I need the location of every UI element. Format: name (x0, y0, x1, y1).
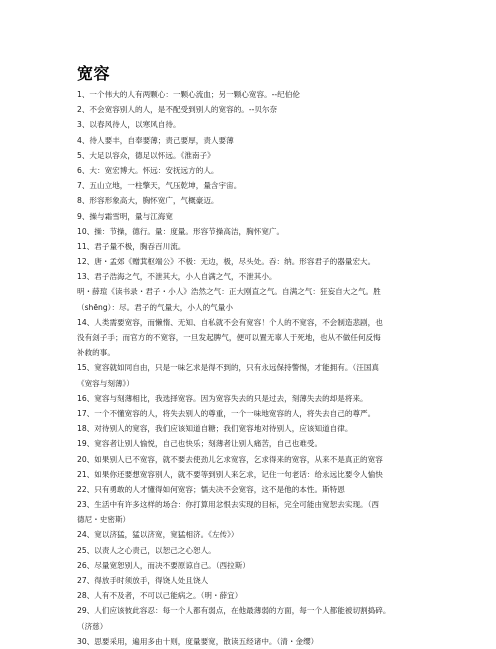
text-line: 7、五山立地，一柱擎天，气压乾坤，量含宇宙。 (77, 181, 242, 191)
text-line: 11、君子量不极，胸吞百川流。 (77, 241, 186, 251)
text-line: 明・薛瑄《读书录・君子・小人》浩然之气：正大刚直之气。自满之气：狂妄自大之气。胜 (77, 287, 381, 297)
text-line: （shēng）：尽。君子的气量大，小人的气量小 (77, 302, 233, 312)
text-line: 14、人类需要宽容，而懒惰、无知、自私就不会有宽容！个人的不宽容，不会制造悲剧，也 (77, 317, 383, 327)
text-line: 20、如果别人已不宽容，就不要去使劲儿乞求宽容，乞求得来的宽容，从来不是真正的宽容 (77, 454, 383, 464)
text-line: 18、对待别人的宽容，我们应该知道自糖；我们宽容地对待别人，应该知道自律。 (77, 424, 353, 434)
text-line: 19、宽容者让别人愉悦，自己也快乐；刻薄者让别人痛苦，自己也难受。 (77, 439, 323, 449)
text-line: 3、以春风待人，以寒风自待。 (77, 120, 181, 130)
text-line: 26、尽量宽恕别人，而决不要原谅自己。（西拉斯） (77, 560, 250, 570)
document-title: 宽容 (77, 64, 111, 83)
text-line: 23、生活中有许多这样的场合：你打算用忿恨去实现的目标，完全可能由宽恕去实现。（西 (77, 500, 380, 510)
text-line: 17、一个不懂宽容的人，将失去别人的尊重，一个一味地宽容的人，将失去自己的尊严。 (77, 408, 376, 418)
text-line: 13、君子浩海之气，不泄其大，小人自满之气，不泄其小。 (77, 272, 277, 282)
text-line: 22、只有勇敢的人才懂得如何宽容；懦夫决不会宽容，这不是他的本性。斯特恩 (77, 484, 345, 494)
text-line: 5、大足以容众，德足以怀远。《淮南子》 (77, 150, 215, 160)
document-body (77, 87, 429, 649)
text-line: 10、操：节操，德行。量：度量。形容节操高洁，胸怀宽广。 (77, 226, 285, 236)
text-line: 27、得放手时须放手，得饶人处且饶人 (77, 576, 209, 585)
text-line: （济慈） (77, 621, 108, 631)
text-line: 德尼・史密斯） (77, 515, 131, 525)
text-line: 29、人们应该彼此容忍：每一个人都有弱点，在他最薄弱的方面，每一个人都能被切割捣碎。 (77, 606, 391, 616)
text-line: 28、人有不及者，不可以己能病之。（明・薛宜） (77, 591, 243, 601)
text-line: 24、宽以济猛，猛以济宽，宽猛相济。《左传》） (77, 530, 239, 540)
text-line: 1、一个伟大的人有两颗心：一颗心流血；另一颗心宽容。--纪伯伦 (77, 90, 300, 99)
text-line: 21、如果你还要想宽容别人，就不要等到别人来乞求，记住一句老话：给永远比要令人愉快 (77, 469, 383, 479)
text-line: 16、宽容与刻薄相比，我选择宽容。因为宽容失去的只是过去，刻薄失去的却是将来。 (77, 393, 368, 403)
text-line: 4、待人要丰，自奉要薄；责己要厚，责人要薄 (77, 135, 234, 145)
text-line: 8、形容形象高大，胸怀宽广，气概豪迈。 (77, 196, 219, 206)
text-line: 2、不会宽容别人的人，是不配受到别人的宽容的。--贝尔奈 (77, 105, 278, 115)
text-line: 《宽容与刻薄》） (77, 378, 134, 388)
text-line: 25、以责人之心责己，以恕己之心恕人。 (77, 545, 216, 555)
text-line: 没有刽子手；而官方的不宽容，一旦发起脾气，便可以置无辜人于死地，也从不做任何反悔 (77, 333, 381, 342)
text-line: 6、大：宽宏博大。怀远：安抚远方的人。 (77, 165, 219, 175)
text-line: 12、唐・孟郊《赠萁枢端公》不极：无边，极，尽头处。吞：纳。形容君子的器量宏大。 (77, 257, 376, 267)
text-line: 15、宽容就如同自由，只是一味乞求是得不到的，只有永远保持警惕，才能拥有。（汪国真 (77, 363, 380, 373)
text-line: 9、操与霜雪明，量与江海宽 (77, 211, 173, 221)
text-line: 补救的事。 (77, 348, 115, 358)
text-line: 30、思要采用，遍用多由十则，度量要宽，散读五经诸中。（清・金缨） (77, 636, 319, 646)
